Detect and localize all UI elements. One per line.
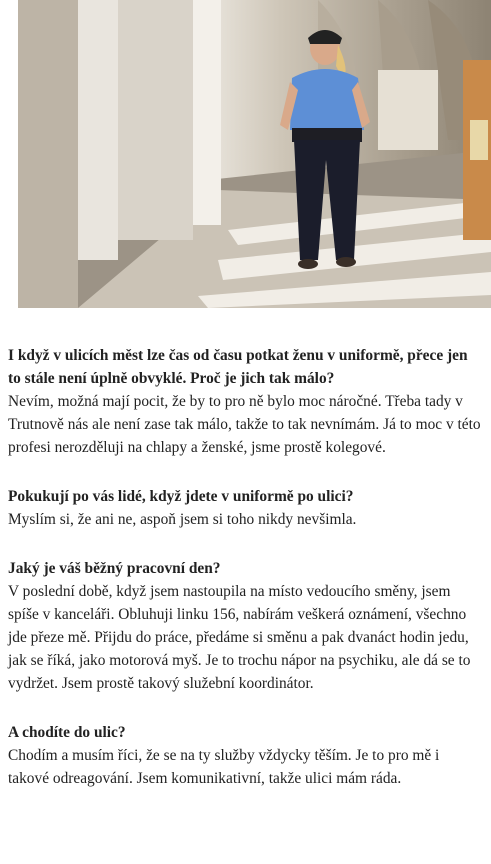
interview-question: Pokukují po vás lidé, když jdete v uniformě po ulici? — [8, 488, 354, 505]
interview-answer: Myslím si, že ani ne, aspoň jsem si toho nikdy nevšimla. — [8, 511, 357, 528]
interview-answer: V poslední době, když jsem nastoupila na místo vedoucího směny, jsem spíše v kanceláři. Obluhuji linku 156, nabírám veškerá oznámení, všechno jde přeze mě. Přijdu do práce, předáme si směnu a pak dvanáct hodin jedu, jak se říká, jako motorová myš. Je to trochu nápor na psychiku, ale dá se to vydržet. Jsem prostě takový služební koordinátor. — [8, 583, 471, 692]
article-photo — [18, 0, 491, 308]
interview-question: I když v ulicích měst lze čas od času potkat ženu v uniformě, přece jen to stále není úplně obvyklé. Proč je jich tak málo? — [8, 347, 468, 387]
interview-block — [8, 557, 484, 695]
interview-block — [8, 485, 484, 531]
interview-question: Jaký je váš běžný pracovní den? — [8, 560, 221, 577]
interview-block — [8, 721, 484, 790]
interview-question: A chodíte do ulic? — [8, 724, 126, 741]
interview-body — [8, 344, 484, 816]
interview-block — [8, 344, 484, 459]
interview-answer: Nevím, možná mají pocit, že by to pro ně bylo moc náročné. Třeba tady v Trutnově nás ale není zase tak málo, takže to tak nevnímám. Já to moc v této profesi nerozděluji na chlapy a ženské, jsme prostě kolegové. — [8, 393, 481, 456]
interview-answer: Chodím a musím říci, že se na ty služby vždycky těším. Je to pro mě i takové odreagování. Jsem komunikativní, takže ulici mám ráda. — [8, 747, 440, 787]
